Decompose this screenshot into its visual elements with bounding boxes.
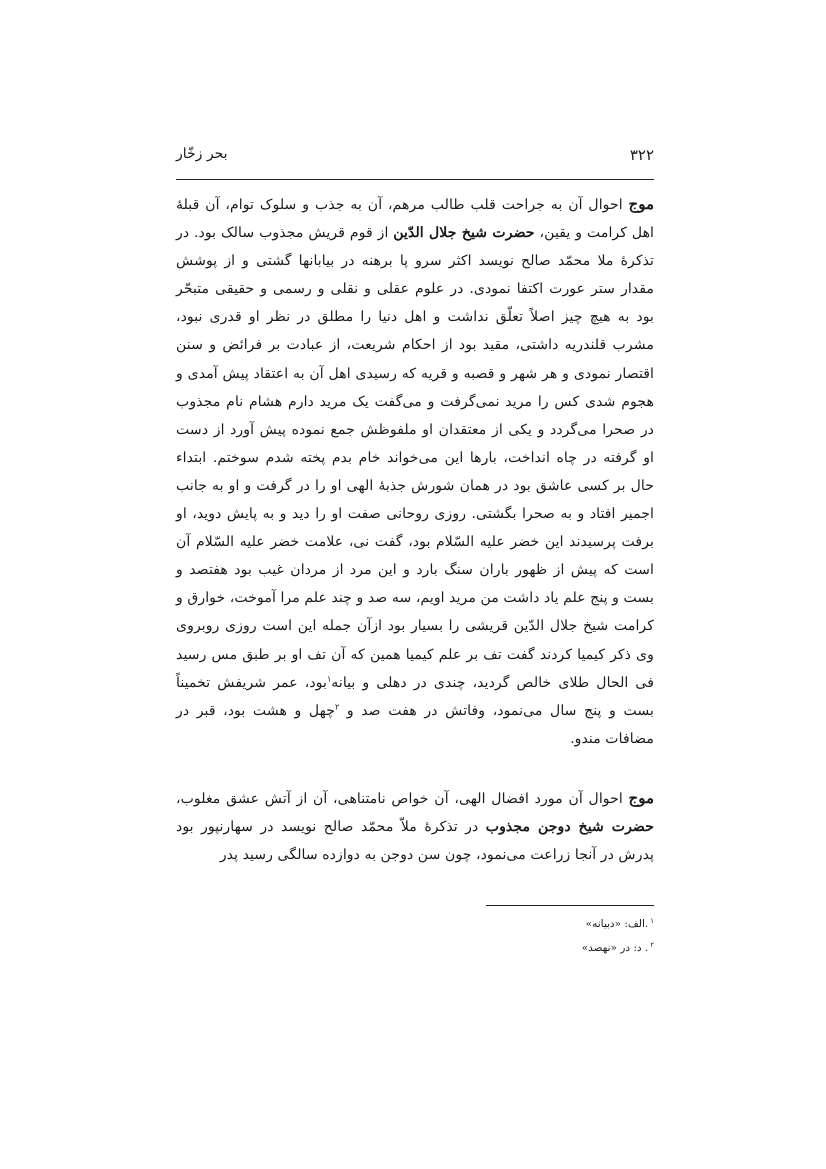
entry-text: از قوم قریش مجذوب سالک بود. در تذکرهٔ ملا محمّد صالح نویسد اکثر سرو پا برهنه در بیابانها گشتی و از پوشش مقدار ستر عورت اکتفا نمودی. در علوم عقلی و نقلی و رسمی و حقیقی متبحّر بود به هیچ چیز اصلاً تعلّق نداشت و اهل دنیا را مطلق در نظر او قدری نبود، مشرب قلندریه داشتی، مقید بود از احکام شریعت، از عبادت بر فرائض و سنن اقتصار نمودی و هر شهر و قصبه و قریه که رسیدی اهل آن به اعتقاد پیش آمدی و هجوم شدی کس را مرید نمی‌گرفت و می‌گفت یک مرید دارم هشام نام مجذوب در صحرا می‌گردد و یکی از معتقدان او ملفوظش جمع نموده پیش آورد از دست او گرفته در چاه انداخت، بارها این می‌خواند خام بدم پخته شدم سوختم. ابتداء حال بر کسی عاشق بود در همان شورش جذبهٔ الهی او را در گرفت و او به جانب اجمیر افتاد و به صحرا بگشتی. روزی روحانی صفت او را دید و به پایش دوید، او برفت پرسیدند این خضر علیه السّلام بود، گفت نی، علامت خضر علیه السّلام آن است که پیش از ظهور باران سنگ بارد و این مرد از مردان غیب بود هفتصد و بست و پنج علم یاد داشت من مرید اویم، سه صد و چند علم مرا آموخت، خوارق و کرامت شیخ جلال الدّین قریشی را بسیار بود ازآن جمله این است روزی روبروی وی ذکر کیمیا کردند گفت تف بر علم کیمیا همین که آن تف او بر طبق مس رسید فی الحال طلای خالص گردید، چندی در دهلی و بیانه [176, 225, 654, 691]
honorific-name: حضرت شیخ دوجن مجذوب [485, 818, 654, 835]
entry-text: احوال آن به جراحت قلب طالب مرهم، آن به جذب و سلوک توام، آن قبلهٔ اهل کرامت و یقین، [176, 197, 654, 242]
header-divider [176, 179, 654, 180]
footnotes [176, 912, 654, 960]
entry-text: احوال آن مورد افضال الهی، آن خواص نامتناهی، آن از آتش عشق مغلوب، [176, 790, 629, 807]
honorific-name: حضرت شیخ جلال الدّین [393, 225, 535, 242]
footnote-1 [176, 912, 654, 936]
entry-lead-word: موج [628, 195, 654, 213]
page-header [176, 146, 654, 176]
entry-jalal-al-din [176, 190, 654, 753]
footnote-number: ۱ [650, 916, 654, 925]
footnote-ref-2[interactable]: ۲ [334, 701, 340, 711]
footnote-divider [486, 905, 654, 906]
footnote-2 [176, 936, 654, 960]
footnote-number: ۲ [650, 940, 654, 949]
footnote-text: .الف: «دبیانه» [585, 918, 649, 930]
page-number: ۳۲۲ [629, 146, 654, 164]
footnote-text: . د: در «نهصد» [581, 942, 649, 954]
entry-text: بود، عمر شریفش تخمیناً بست و پنج سال می‌نمود، وفاتش در هفت صد و [176, 674, 654, 719]
entry-text: چهل و هشت بود، قبر در مضافات مندو. [176, 702, 654, 747]
body-text [176, 190, 654, 869]
entry-dujan-majzub [176, 784, 654, 869]
running-title: بحر زخّار [176, 146, 228, 162]
entry-lead-word: موج [628, 788, 654, 807]
footnote-ref-1[interactable]: ۱ [326, 673, 332, 683]
entry-text: در تذکرهٔ ملاّ محمّد صالح نویسد در سهارنپور بود پدرش در آنجا زراعت می‌نمود، چون سن دوجن به دوازده سالگی رسید پدر [176, 818, 654, 864]
